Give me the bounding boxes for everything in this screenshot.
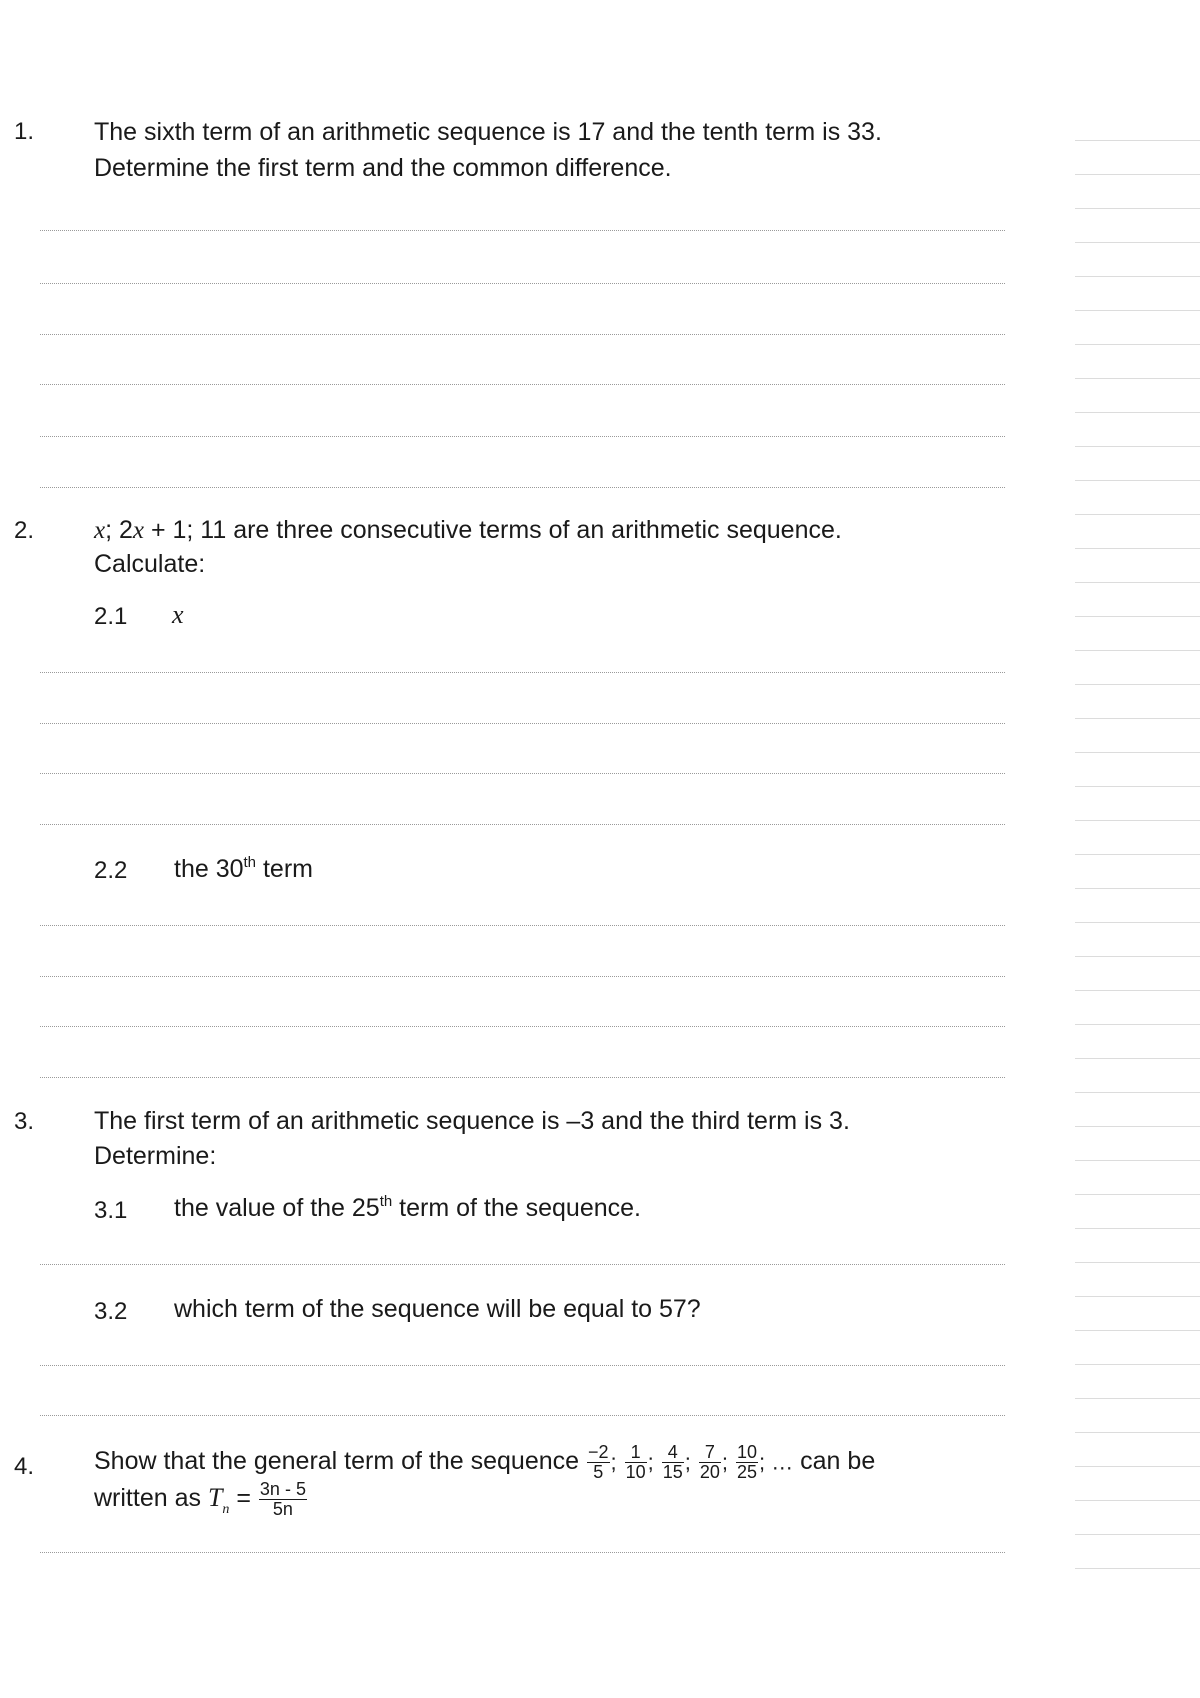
question-2-number: 2.	[14, 517, 35, 544]
answer-line[interactable]	[40, 487, 1005, 488]
sequence-fraction: $\frac{1}{10}$	[625, 1441, 646, 1482]
margin-line	[1075, 956, 1200, 957]
q4-text-pre: Show that the general term of the sequence	[94, 1447, 580, 1475]
margin-line	[1075, 786, 1200, 787]
answer-line[interactable]	[40, 1077, 1005, 1078]
margin-line	[1075, 242, 1200, 243]
margin-line	[1075, 1432, 1200, 1433]
subquestion-3-2-text: which term of the sequence will be equal to 57?	[174, 1295, 701, 1323]
answer-line[interactable]	[40, 334, 1005, 335]
sequence-fraction: $\frac{4}{15}$	[662, 1441, 683, 1482]
margin-line	[1075, 140, 1200, 141]
margin-line	[1075, 684, 1200, 685]
question-3-line-2: Determine:	[94, 1142, 217, 1170]
margin-line	[1075, 1466, 1200, 1467]
q3-1-text-post: term of the sequence.	[392, 1194, 641, 1222]
margin-line	[1075, 650, 1200, 651]
separator: ;	[647, 1449, 654, 1475]
separator: ;	[721, 1449, 728, 1475]
var-T: T	[207, 1483, 223, 1512]
margin-line	[1075, 752, 1200, 753]
subquestion-2-1-var: x	[172, 600, 184, 629]
margin-line	[1075, 310, 1200, 311]
margin-line	[1075, 820, 1200, 821]
margin-line	[1075, 718, 1200, 719]
question-4-line-2	[94, 1476, 308, 1532]
answer-line[interactable]	[40, 1365, 1005, 1366]
answer-line[interactable]	[40, 672, 1005, 673]
margin-line	[1075, 1024, 1200, 1025]
margin-line	[1075, 480, 1200, 481]
question-3-line-1: The first term of an arithmetic sequence is –3 and the third term is 3.	[94, 1107, 850, 1135]
equals-sign: =	[236, 1484, 251, 1512]
subquestion-3-1-number: 3.1	[94, 1197, 128, 1224]
subquestion-2-1-number: 2.1	[94, 603, 128, 630]
margin-line	[1075, 1534, 1200, 1535]
question-1-line-2: Determine the first term and the common difference.	[94, 154, 672, 182]
sequence-fraction: $\frac{10}{25}$	[736, 1441, 757, 1482]
margin-line	[1075, 1296, 1200, 1297]
q4-text-post: can be	[800, 1447, 876, 1475]
margin-line	[1075, 1364, 1200, 1365]
answer-line[interactable]	[40, 1415, 1005, 1416]
var-subscript: n	[222, 1502, 230, 1517]
q2-2-text-pre: the 30	[174, 855, 244, 883]
margin-line	[1075, 378, 1200, 379]
question-2-line-1	[94, 512, 842, 549]
question-2-line-2: Calculate:	[94, 550, 206, 578]
q4-line2-pre: written as	[94, 1484, 201, 1512]
margin-line	[1075, 208, 1200, 209]
margin-line	[1075, 582, 1200, 583]
answer-line[interactable]	[40, 1264, 1005, 1265]
general-term-fraction: $\frac{3n - 5}{5n}$	[259, 1478, 306, 1519]
sequence-fraction: $\frac{7}{20}$	[699, 1441, 720, 1482]
margin-line	[1075, 276, 1200, 277]
q2-text-b: + 1; 11 are three consecutive terms of an arithmetic sequence.	[144, 516, 842, 544]
margin-line	[1075, 174, 1200, 175]
margin-line	[1075, 922, 1200, 923]
separator: ;	[610, 1449, 617, 1475]
margin-line	[1075, 446, 1200, 447]
margin-line	[1075, 1126, 1200, 1127]
subquestion-3-2-number: 3.2	[94, 1298, 128, 1325]
var-x: x	[132, 517, 145, 544]
margin-line	[1075, 990, 1200, 991]
var-x: x	[94, 517, 106, 544]
question-4-number: 4.	[14, 1453, 35, 1480]
answer-line[interactable]	[40, 773, 1005, 774]
answer-line[interactable]	[40, 824, 1005, 825]
q2-text-a: ; 2	[105, 516, 133, 544]
margin-line	[1075, 1160, 1200, 1161]
margin-line	[1075, 344, 1200, 345]
margin-line	[1075, 1398, 1200, 1399]
question-1-line-1: The sixth term of an arithmetic sequence is 17 and the tenth term is 33.	[94, 118, 882, 146]
ellipsis: ; …	[758, 1449, 794, 1475]
subquestion-3-1-text	[174, 1194, 641, 1223]
answer-line[interactable]	[40, 436, 1005, 437]
sequence-fraction: $\frac{-2}{5}$	[588, 1441, 609, 1482]
answer-line[interactable]	[40, 283, 1005, 284]
separator: ;	[684, 1449, 691, 1475]
question-1-number: 1.	[14, 118, 35, 145]
margin-line	[1075, 548, 1200, 549]
margin-line	[1075, 854, 1200, 855]
margin-line	[1075, 1330, 1200, 1331]
ordinal-suffix: th	[243, 854, 257, 871]
subquestion-2-2-text	[174, 855, 313, 884]
margin-line	[1075, 1058, 1200, 1059]
margin-line	[1075, 1500, 1200, 1501]
margin-line	[1075, 514, 1200, 515]
answer-line[interactable]	[40, 1026, 1005, 1027]
question-3-number: 3.	[14, 1108, 35, 1135]
q2-2-text-post: term	[256, 855, 313, 883]
answer-line[interactable]	[40, 384, 1005, 385]
margin-line	[1075, 1228, 1200, 1229]
margin-line	[1075, 1568, 1200, 1569]
subquestion-2-2-number: 2.2	[94, 857, 128, 884]
answer-line[interactable]	[40, 230, 1005, 231]
margin-line	[1075, 1092, 1200, 1093]
answer-line[interactable]	[40, 925, 1005, 926]
answer-line[interactable]	[40, 1552, 1005, 1553]
q3-1-text-pre: the value of the 25	[174, 1194, 380, 1222]
margin-line	[1075, 412, 1200, 413]
margin-line	[1075, 1194, 1200, 1195]
margin-line	[1075, 616, 1200, 617]
margin-line	[1075, 1262, 1200, 1263]
ordinal-suffix: th	[379, 1193, 393, 1210]
answer-line[interactable]	[40, 976, 1005, 977]
margin-line	[1075, 888, 1200, 889]
answer-line[interactable]	[40, 723, 1005, 724]
